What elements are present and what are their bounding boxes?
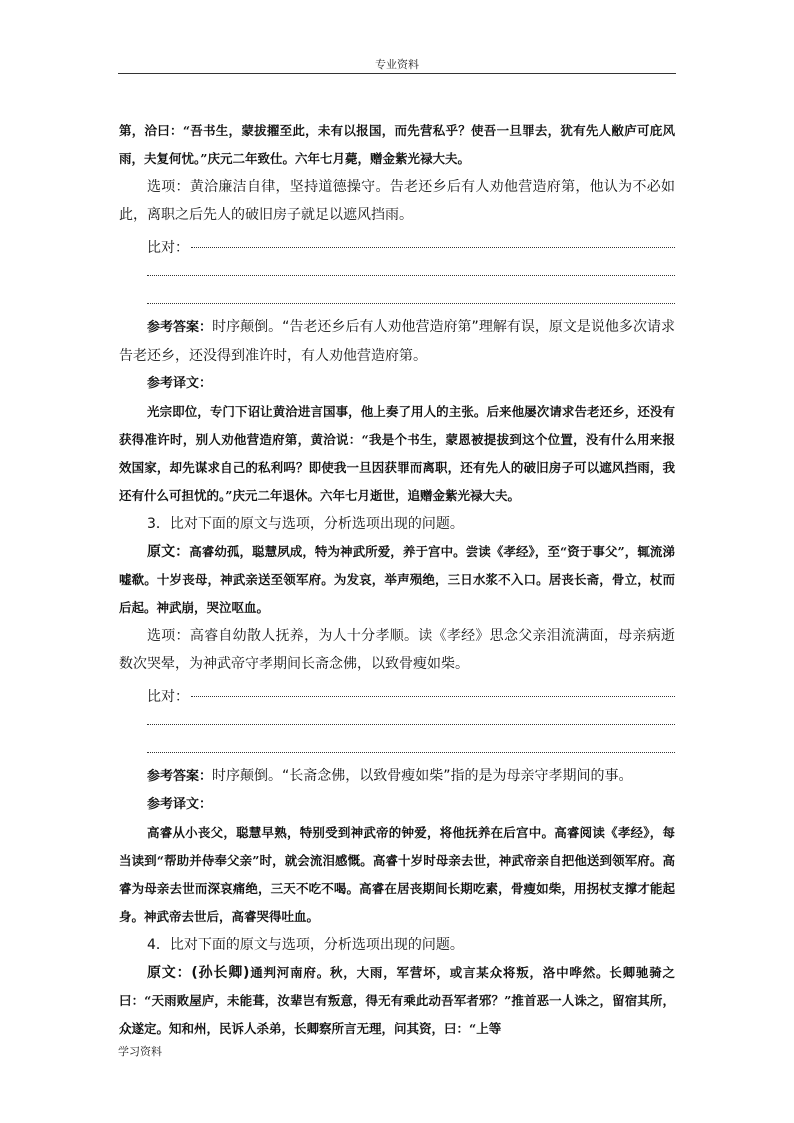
- original-label: 原文：: [147, 965, 192, 981]
- answer-line[interactable]: [191, 696, 675, 697]
- original-text: 通判河南府。秋，大雨，军营坏，或言某众将叛，洛中哗然。长卿驰骑之曰：“天雨败屋庐，未能葺，汝辈岂有叛意，得无有乘此动吾军者邪？”推首恶一人诛之，留宿其所，众遂定。知和州，民诉人杀弟，长卿察所言无理，问其资，曰：“上等: [119, 965, 675, 1036]
- translation-label: 参考译文：: [147, 376, 213, 391]
- option-text: 黄洽廉洁自律，坚持道德操守。告老还乡后有人劝他营造府第，他认为不必如此，离职之后先人的破旧房子就足以遮风挡雨。: [119, 179, 676, 223]
- header-divider: [118, 73, 676, 74]
- page-footer: 学习资料: [118, 1045, 162, 1058]
- question-3: 3．比对下面的原文与选项，分析选项出现的问题。: [147, 516, 464, 532]
- answer-line[interactable]: [119, 285, 675, 313]
- reference-answer-text: 时序颠倒。“告老还乡后有人劝他营造府第”理解有误，原文是说他多次请求告老还乡，还没得到准许时，有人劝他营造府第。: [119, 319, 675, 364]
- option-label: 选项：: [147, 179, 190, 195]
- original-text-3: [119, 538, 675, 622]
- question-4: 4．比对下面的原文与选项，分析选项出现的问题。: [147, 937, 464, 953]
- reference-answer-text: 时序颠倒。“长斋念佛，以致骨瘦如柴”指的是为母亲守孝期间的事。: [212, 768, 633, 784]
- option-paragraph-3: [119, 622, 675, 678]
- answer-line[interactable]: [191, 247, 675, 248]
- document-body: [119, 117, 675, 1043]
- answer-line[interactable]: [119, 706, 675, 734]
- reference-answer-2: [119, 313, 675, 370]
- option-label: 选项：: [147, 628, 190, 644]
- translation-text-2: 光宗即位，专门下诏让黄洽进言国事，他上奏了用人的主张。后来他屡次请求告老还乡，还没有获得准许时，别人劝他营造府第，黄洽说：“我是个书生，蒙恩被提拔到这个位置，没有什么用来报效国家，却先谋求自己的私利吗？即使我一旦因获罪而离职，还有先人的破旧房子可以遮风挡雨，我还有什么可担忧的。”庆元二年退休。六年七月逝世，追赠金紫光禄大夫。: [119, 404, 675, 503]
- reference-answer-label: 参考答案：: [147, 320, 213, 335]
- option-paragraph-2: [119, 173, 675, 229]
- translation-text-3: 高睿从小丧父，聪慧早熟，特别受到神武帝的钟爱，将他抚养在后宫中。高睿阅读《孝经》，每当读到“帮助并侍奉父亲”时，就会流泪感慨。高睿十岁时母亲去世，神武帝亲自把他送到领军府。高睿为母亲去世而深哀痛绝，三天不吃不喝。高睿在居丧期间长期吃素，骨瘦如柴，用拐杖支撑才能起身。神武帝去世后，高睿哭得吐血。: [119, 825, 675, 924]
- answer-line[interactable]: [119, 734, 675, 762]
- compare-label: 比对：: [147, 240, 189, 256]
- page-header: 专业资料: [375, 58, 419, 71]
- original-label: 原文：: [147, 544, 190, 560]
- original-note: (孙长卿): [191, 965, 250, 981]
- original-text: 高睿幼孤，聪慧夙成，特为神武所爱，养于宫中。尝读《孝经》，至“资于事父”，辄流涕嘘欷。十岁丧母，神武亲送至领军府。为发哀，举声殒绝，三日水浆不入口。居丧长斋，骨立，杖而后起。神武崩，哭泣呕血。: [119, 544, 676, 615]
- passage-continuation: 第，洽曰：“吾书生，蒙拔擢至此，未有以报国，而先营私乎？使吾一旦罪去，犹有先人敝庐可庇风雨，夫复何忧。”庆元二年致仕。六年七月薨，赠金紫光禄大夫。: [119, 123, 675, 166]
- translation-label: 参考译文：: [147, 797, 213, 812]
- answer-line[interactable]: [119, 257, 675, 285]
- compare-blank-3[interactable]: [119, 678, 675, 706]
- reference-answer-3: [119, 762, 675, 791]
- compare-label: 比对：: [147, 689, 189, 705]
- option-text: 高睿自幼散人抚养，为人十分孝顺。读《孝经》思念父亲泪流满面，母亲病逝数次哭晕，为神武帝守孝期间长斋念佛，以致骨瘦如柴。: [119, 628, 676, 672]
- original-text-4: [119, 959, 675, 1043]
- compare-blank-2[interactable]: [119, 229, 675, 257]
- reference-answer-label: 参考答案：: [147, 769, 213, 784]
